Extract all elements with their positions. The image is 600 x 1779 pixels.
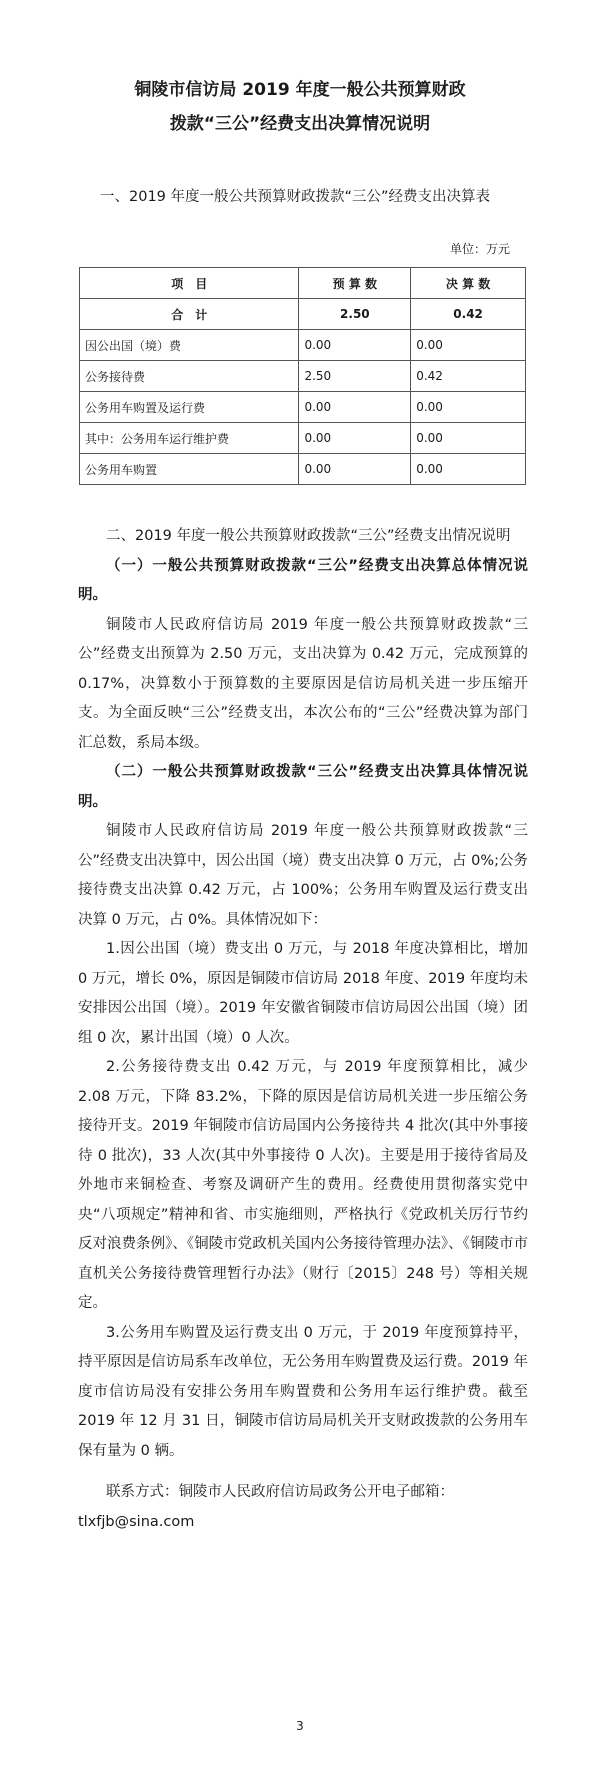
row-budget: 0.00 — [299, 423, 411, 454]
header-item: 项 目 — [80, 268, 299, 299]
row-label: 其中：公务用车运行维护费 — [80, 423, 299, 454]
row-budget: 0.00 — [299, 454, 411, 485]
row-label: 公务用车购置及运行费 — [80, 392, 299, 423]
header-budget: 预 算 数 — [299, 268, 411, 299]
row-label: 公务用车购置 — [80, 454, 299, 485]
header-actual: 决 算 数 — [411, 268, 526, 299]
subsection2-paragraph: 铜陵市人民政府信访局 2019 年度一般公共预算财政拨款“三公”经费支出决算中，因公出国（境）费支出决算 0 万元，占 0%;公务接待费支出决算 0.42 万元，占 100%；公务用车购置及运行费支出决算 0 万元，占 0%。具体情况如下： — [78, 823, 528, 928]
table-header-row — [80, 268, 526, 299]
total-budget: 2.50 — [299, 299, 411, 330]
total-actual: 0.42 — [411, 299, 526, 330]
item3-paragraph: 3.公务用车购置及运行费支出 0 万元，于 2019 年度预算持平，持平原因是信访局系车改单位，无公务用车购置费及运行费。2019 年度市信访局没有安排公务用车购置费和公务用车运行维护费。截至 2019 年 12 月 31 日，铜陵市信访局局机关开支财政拨款的公务用车保有量为 0 辆。 — [78, 1324, 528, 1459]
contact-label: 联系方式：铜陵市人民政府信访局政务公开电子邮箱： — [106, 1484, 454, 1500]
row-actual: 0.00 — [411, 392, 526, 423]
page-number: 3 — [296, 1719, 304, 1733]
item1-paragraph: 1.因公出国（境）费支出 0 万元，与 2018 年度决算相比，增加 0 万元，增长 0%，原因是铜陵市信访局 2018 年度、2019 年度均未安排因公出国（境）。2019 年安徽省铜陵市信访局因公出国（境）团组 0 次，累计出国（境）0 人次。 — [78, 941, 528, 1046]
row-actual: 0.00 — [411, 330, 526, 361]
section1-heading: 一、2019 年度一般公共预算财政拨款“三公”经费支出决算表 — [100, 189, 491, 205]
title-line-1: 铜陵市信访局 2019 年度一般公共预算财政 — [134, 80, 466, 100]
row-actual: 0.00 — [411, 454, 526, 485]
spacer — [78, 1466, 528, 1478]
subsection1-heading: （一）一般公共预算财政拨款“三公”经费支出决算总体情况说明。 — [78, 557, 528, 603]
row-budget: 0.00 — [299, 392, 411, 423]
table-total-row — [80, 299, 526, 330]
document-body — [78, 522, 528, 1537]
row-budget: 0.00 — [299, 330, 411, 361]
subsection2-heading: （二）一般公共预算财政拨款“三公”经费支出决算具体情况说明。 — [78, 764, 528, 810]
expense-table — [79, 267, 526, 485]
item2-paragraph: 2.公务接待费支出 0.42 万元，与 2019 年度预算相比，减少 2.08 万元，下降 83.2%，下降的原因是信访局机关进一步压缩公务接待开支。2019 年铜陵市信访局国内公务接待共 4 批次(其中外事接待 0 批次)，33 人次(其中外事接待 0 人次)。主要是用于接待省局及外地市来铜检查、考察及调研产生的费用。经费使用贯彻落实党中央“八项规定”精神和省、市实施细则，严格执行《党政机关厉行节约反对浪费条例》、《铜陵市党政机关国内公务接待管理办法》、《铜陵市市直机关公务接待费管理暂行办法》（财行〔2015〕248 号）等相关规定。 — [78, 1059, 528, 1311]
table-row — [80, 361, 526, 392]
subsection1-paragraph: 铜陵市人民政府信访局 2019 年度一般公共预算财政拨款“三公”经费支出预算为 2.50 万元，支出决算为 0.42 万元，完成预算的 0.17%，决算数小于预算数的主要原因是信访局机关进一步压缩开支。为全面反映“三公”经费支出，本次公布的“三公”经费决算为部门汇总数，系局本级。 — [78, 616, 528, 751]
table-row — [80, 392, 526, 423]
row-budget: 2.50 — [299, 361, 411, 392]
section2-heading: 二、2019 年度一般公共预算财政拨款“三公”经费支出情况说明 — [106, 528, 511, 544]
table-row — [80, 454, 526, 485]
row-label: 公务接待费 — [80, 361, 299, 392]
row-label: 因公出国（境）费 — [80, 330, 299, 361]
row-actual: 0.00 — [411, 423, 526, 454]
contact-email[interactable]: tlxfjb@sina.com — [78, 1513, 195, 1530]
row-actual: 0.42 — [411, 361, 526, 392]
total-label: 合 计 — [80, 299, 299, 330]
title-line-2: 拨款“三公”经费支出决算情况说明 — [169, 114, 431, 134]
table-row — [80, 330, 526, 361]
unit-label: 单位：万元 — [449, 242, 510, 256]
table-row — [80, 423, 526, 454]
